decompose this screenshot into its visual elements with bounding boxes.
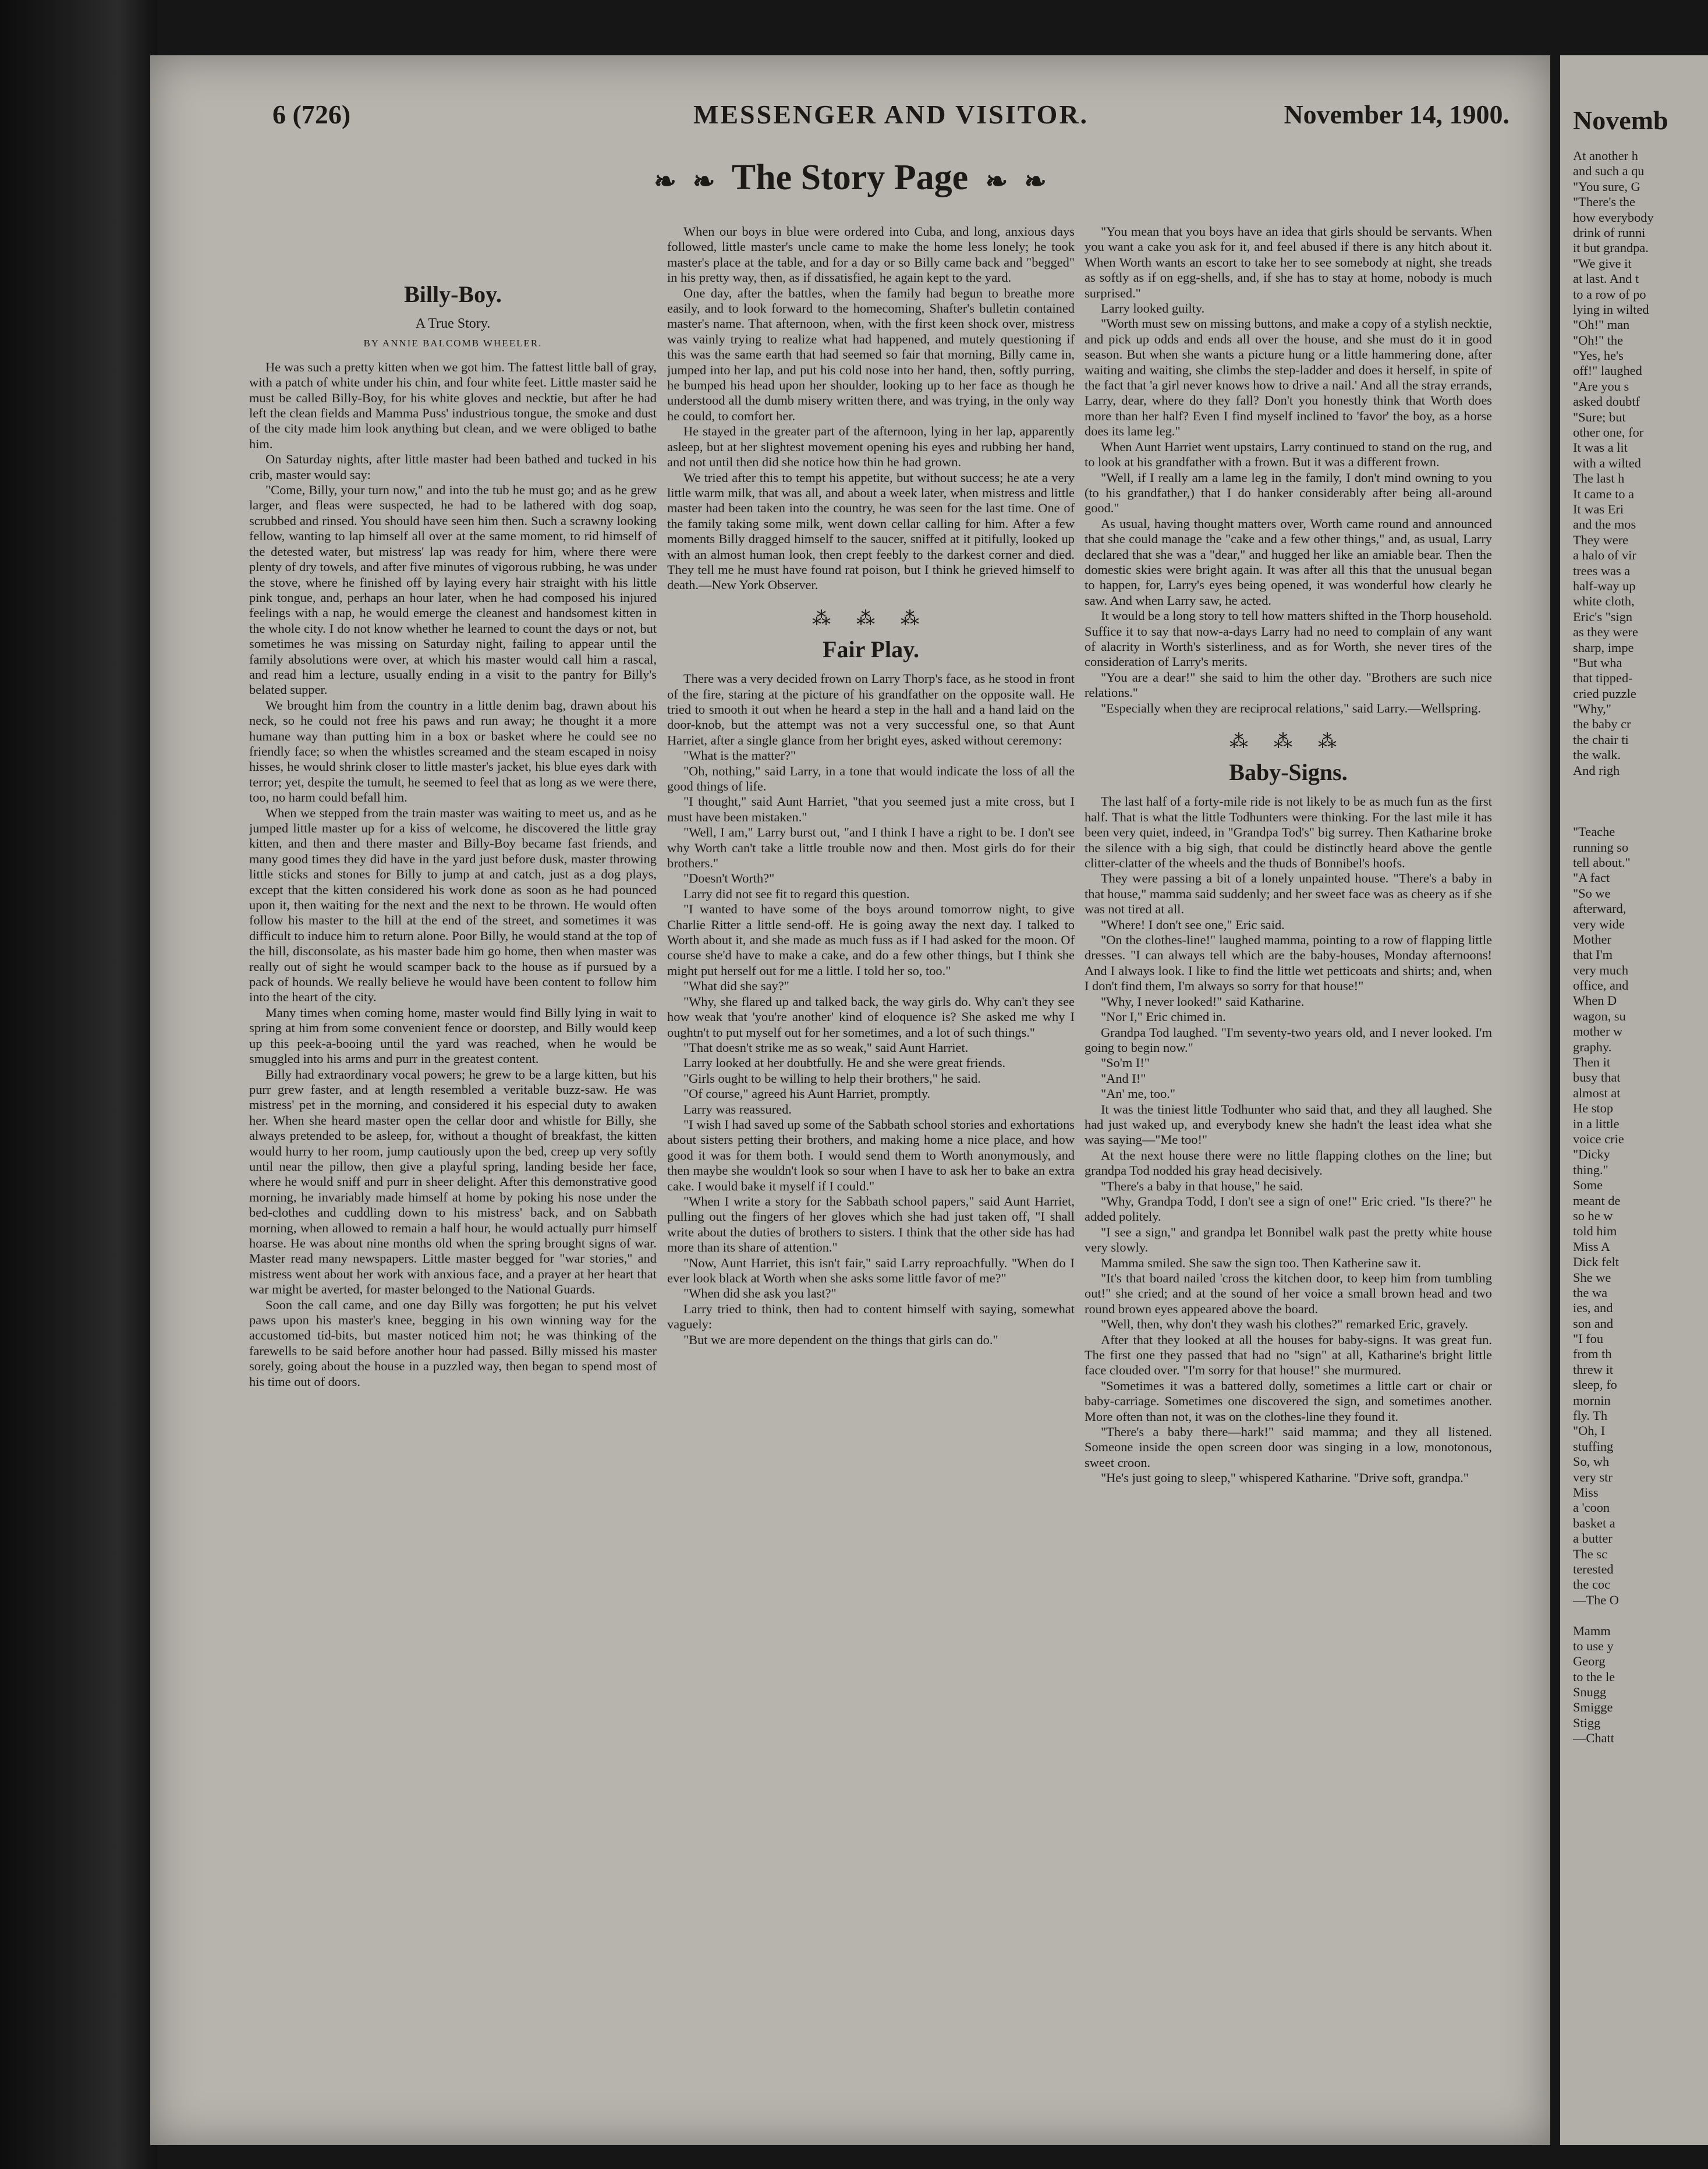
adjacent-page [1560,55,1708,2145]
text-line: Dick felt [1573,1254,1619,1270]
text-line: "Oh, I [1573,1423,1606,1438]
paragraph: "That doesn't strike me as so weak," said Aunt Harriet. [683,1040,969,1055]
paragraph: One day, after the battles, when the family had begun to breathe more easily, and to look forward to the homecoming, Shafter's bulletin contained master's name. That afternoon, when, with the first keen shock over, mistress was vainly trying to realize what had happened, and mutely questioning if this was the same earth that had seemed so fair that morning, Billy came in, jumped into her lap, and put his cold nose into her hand, then, softly purring, he bumped his head upon her shoulder, looking up to her face as though he understood all the dumb misery written there, and was trying, in the only way he could, to comfort her. [667,285,1075,423]
paragraph: It would be a long story to tell how matters shifted in the Thorp household. Suffice it to say that now-a-days Larry had no need to complain of any want of alacrity in Worth's sisterliness, and as for Worth, she never tires of the consideration of Larry's merits. [1085,608,1492,669]
text-line: meant de [1573,1193,1621,1208]
paragraph: "I wish I had saved up some of the Sabbath school stories and exhortations about sisters petting their brothers, and making home a nice place, and how good it was for them both. I would send them to Worth anonymously, and then maybe she wouldn't look so sour when I have to ask her to bake an extra cake. I would bake it myself if I could." [667,1117,1075,1193]
paragraph: "An' me, too." [1101,1086,1176,1101]
text-line: graphy. [1573,1039,1612,1054]
paragraph: "But we are more dependent on the things that girls can do." [683,1332,998,1347]
text-line: "Are you s [1573,378,1629,394]
text-line: terested [1573,1561,1614,1576]
paragraph: "Sometimes it was a battered dolly, sometimes a little cart or chair or baby-carriage. Sometimes one discovered the sign, and sometimes another. More often than not, it was on the clothes-line they found it. [1085,1378,1492,1424]
text-line: that tipped- [1573,671,1633,686]
paragraph: When Aunt Harriet went upstairs, Larry continued to stand on the rug, and to look at his grandfather with a frown. But it was a different frown. [1085,439,1492,470]
section-title-text: The Story Page [731,158,969,197]
text-line: basket a [1573,1515,1615,1530]
text-line: "There's the [1573,194,1636,210]
paragraph: "Why, I never looked!" said Katharine. [1101,994,1305,1009]
paragraph: "I thought," said Aunt Harriet, "that you seemed just a mite cross, but I must have been mistaken." [667,794,1075,824]
text-line: He stop [1573,1101,1614,1116]
text-line: white cloth, [1573,594,1635,609]
article-title-fair-play: Fair Play. [823,636,919,663]
text-line: asked doubtf [1573,394,1640,409]
paragraph: "Worth must sew on missing buttons, and make a copy of a stylish necktie, and pick up odds and ends all over the house, and she must do it in good season. But when she wants a picture hung or a little hammering done, after waiting and waiting, she climbs the step-ladder and does it herself, in spite of the fact that 'a girl never knows how to drive a nail.' And all the stray errands, Larry, dear, where do they fall? Don't you honestly think that Worth does more than her half? Even I find myself inclined to 'favor' the boy, as a horse does its lame leg." [1085,316,1492,439]
text-line: It was a lit [1573,440,1628,455]
text-line: "We give it [1573,256,1632,271]
text-line: the coc [1573,1577,1611,1592]
paragraph: "When did she ask you last?" [683,1286,837,1301]
text-line: "Oh!" the [1573,332,1624,348]
paragraph: "Where! I don't see one," Eric said. [1101,917,1285,932]
paragraph: Larry looked guilty. [1101,301,1205,316]
paragraph: When we stepped from the train master was waiting to meet us, and as he jumped little master up for a kiss of welcome, he discovered the little gray kitten, and then and there master and Billy-Boy became fast friends, and many good times they did have in the yard just before dusk, master throwing little sticks and stones for Billy to jump at and catch, just as a dog plays, except that the kitten considered his work done as soon as he had pounced upon it, then waiting for the next and the next to be thrown. He would often follow his master to the hill at the end of the street, and sometimes it was difficult to induce him to return alone. Poor Billy, he would stand at the top of the hill, disconsolate, as his master bade him go home, then when master was really out of sight he would scamper back to the house as if pursued by a pack of hounds. We really believe he would have been content to follow him into the heart of the city. [249,805,657,1005]
newspaper-page [150,55,1550,2145]
text-line: So, wh [1573,1454,1610,1469]
text-line: sleep, fo [1573,1377,1617,1392]
text-line [1573,778,1708,793]
paragraph: At the next house there were no little flapping clothes on the line; but grandpa Tod nodded his gray head decisively. [1085,1147,1492,1178]
text-line: that I'm [1573,947,1613,962]
text-line: ies, and [1573,1300,1613,1316]
leaf-ornament-icon: ❧ [1024,166,1047,196]
text-line: Miss A [1573,1239,1611,1254]
text-line: mother w [1573,1024,1623,1039]
page-number: 6 (726) [272,100,351,129]
text-line: running so [1573,839,1629,855]
leaf-ornament-icon: ❧ [985,166,1008,196]
paragraph: He stayed in the greater part of the afternoon, lying in her lap, apparently asleep, but at her slightest movement opening his eyes and rubbing her hand, and not until then did she notice how thin he had grown. [667,424,1075,470]
text-line: the chair ti [1573,732,1629,747]
text-line: very str [1573,1469,1613,1484]
text-line: Then it [1573,1055,1611,1070]
text-line: Georg [1573,1654,1606,1669]
issue-date: November 14, 1900. [1284,100,1509,129]
text-line: "Sure; but [1573,409,1626,424]
text-line: tell about." [1573,855,1631,870]
paragraph: "Of course," agreed his Aunt Harriet, promptly. [683,1086,931,1101]
text-line: "Oh!" man [1573,317,1630,332]
text-line [1573,793,1708,809]
text-line: "Dicky [1573,1147,1610,1162]
text-line: "I fou [1573,1331,1604,1346]
text-line: Mother [1573,931,1611,947]
paragraph: Grandpa Tod laughed. "I'm seventy-two years old, and I never looked. I'm going to begin now." [1085,1025,1492,1055]
text-line: very wide [1573,916,1625,931]
text-line: Stigg [1573,1715,1601,1730]
text-line: the walk. [1573,747,1621,763]
paragraph: "He's just going to sleep," whispered Katharine. "Drive soft, grandpa." [1101,1470,1469,1486]
text-line: The sc [1573,1546,1608,1561]
paragraph: They were passing a bit of a lonely unpainted house. "There's a baby in that house," mamma said suddenly; and her sweet face was as cheery as if she was not tired at all. [1085,871,1492,917]
text-line: other one, for [1573,425,1644,440]
paragraph: "Why, Grandpa Todd, I don't see a sign of one!" Eric cried. "Is there?" he added politely. [1085,1193,1492,1224]
paragraph: "Why, she flared up and talked back, the way girls do. Why can't they see how weak that 'you're another' kind of eloquence is? She asked me why I oughtn't to put myself out for her sometimes, and a lot of such things." [667,994,1075,1040]
text-line: office, and [1573,978,1629,993]
text-line: almost at [1573,1085,1621,1100]
text-line: the baby cr [1573,717,1631,732]
text-line: —Chatt [1573,1731,1614,1746]
text-line: the wa [1573,1285,1608,1300]
paragraph: "And I!" [1101,1071,1146,1086]
article-column-1 [249,275,657,2115]
text-line: with a wilted [1573,455,1641,470]
paragraph: "There's a baby in that house," he said. [1101,1178,1303,1193]
paragraph: "You mean that you boys have an idea that girls should be servants. When you want a cake you ask for it, and feel abused if there is any hitch about it. When Worth wants an escort to take her to see somebody at night, she treads as softly as if on egg-shells, and, if she has to stay at home, nobody is much surprised." [1085,224,1492,300]
text-line: off!" laughed [1573,363,1642,378]
article-column-2 [667,224,1075,2116]
text-line: thing." [1573,1162,1608,1177]
paragraph: "I see a sign," and grandpa let Bonnibel walk past the pretty white house very slowly. [1085,1224,1492,1255]
paragraph: "There's a baby there—hark!" said mamma; and they all listened. Someone inside the open screen door was singing in a low, monotonous, sweet croon. [1085,1424,1492,1470]
text-line: "But wha [1573,655,1622,670]
paragraph: Larry did not see fit to regard this question. [683,886,910,901]
article-body-billy-boy [249,360,657,1390]
text-line: Snugg [1573,1685,1607,1700]
article-title-billy-boy: Billy-Boy. [404,281,502,307]
text-line: —The O [1573,1592,1619,1607]
paragraph: "Come, Billy, your turn now," and into the tub he must go; and as he grew larger, and fleas were suspected, he had to be lathered with dog soap, scrubbed and rinsed. You should have seen him then. Such a scrawny looking fellow, wanting to lap himself all over at the same moment, to rid himself of the detested water, but mistress' lap was ready for him, where there were plenty of dry towels, and after five minutes of vigorous rubbing, he was under the stove, where he finished off by laying every hair straight with his little pink tongue, and, perhaps an hour later, when he had composed his injured feelings with a nap, he would emerge the cleanest and handsomest kitten in the whole city. I do not know whether he learned to count the days or not, but sometimes he was missing on Saturday night, failing to appear until the family absolutions were over, at which his master would call him a rascal, and read him a lecture, usually ending in a visit to the pantry for Billy's belated supper. [249,483,657,697]
paragraph: "Well, then, why don't they wash his clothes?" remarked Eric, gravely. [1101,1317,1468,1332]
text-line: in a little [1573,1116,1620,1131]
text-line: and the mos [1573,517,1636,532]
text-line: afterward, [1573,901,1627,916]
text-line: voice crie [1573,1132,1624,1146]
text-line: to the le [1573,1669,1615,1684]
page-header [272,99,1509,151]
text-line: it but grandpa. [1573,240,1649,256]
text-line: son and [1573,1316,1614,1331]
text-line: so he w [1573,1208,1613,1223]
paragraph: As usual, having thought matters over, Worth came round and announced that she could manage the "cake and a few other things," and, as usual, Larry declared that she was a "dear," and hugged her like an amiable bear. Then the domestic skies were bright again. It was after all this that the unusual began to happen, for, Larry's eyes being opened, it was wonderful how clearly he saw. And when Larry saw, he acted. [1085,516,1492,608]
article-column-3 [1085,224,1492,2116]
paragraph: "So'm I!" [1101,1055,1150,1071]
paragraph: Larry tried to think, then had to content himself with saying, somewhat vaguely: [667,1301,1075,1332]
text-line: and such a qu [1573,164,1645,179]
text-line: It came to a [1573,486,1635,501]
paragraph: "I wanted to have some of the boys around tomorrow night, to give Charlie Ritter a little send-off. He is going away the next day. I talked to Worth about it, and she made as much fuss as if I had asked for the moon. Of course she'd have to make a cake, and do a few other things, but I think she might put herself out for me a little. I told her so, too." [667,902,1075,978]
text-line [1573,1608,1708,1623]
paragraph: The last half of a forty-mile ride is not likely to be as much fun as the first half. That is what the little Todhunters were thinking. For the last mile it has been very quiet, indeed, in "Grandpa Tod's" big surrey. Then Katharine broke the silence with a big sigh, that could be distinctly heard above the gentle clitter-clatter of the wheels and the thuds of Bonnibel's hoofs. [1085,794,1492,871]
article-body-fair-play [667,671,1075,1348]
paragraph: There was a very decided frown on Larry Thorp's face, as he stood in front of the fire, staring at the picture of his grandfather on the opposite wall. He tried to smooth it out when he heard a step in the hall and a hand laid on the door-knob, but the attempt was not a very successful one, so that Aunt Harriet, after a single glance from her bright eyes, asked without ceremony: [667,671,1075,747]
article-body-fair-play-continued [1085,224,1492,716]
paragraph: Many times when coming home, master would find Billy lying in wait to spring at him from some convenient fence or doorstep, and Billy would keep up this peek-a-booing until the yard was reached, when he would be smuggled into his arms and purr in the greatest content. [249,1005,657,1066]
text-line: Some [1573,1178,1603,1193]
text-line: "Teache [1573,824,1615,839]
paragraph: He was such a pretty kitten when we got him. The fattest little ball of gray, with a patch of white under his chin, and four white feet. Little master said he must be called Billy-Boy, for his white gloves and necktie, but after he had left the clean fields and Mamma Puss' industrious tongue, the smoke and dust of the city made him look anything but clean, and we were obliged to bathe him. [249,359,657,451]
section-divider: ⁂ ⁂ ⁂ [812,607,930,629]
text-line: Eric's "sign [1573,609,1633,624]
text-line: lying in wilted [1573,302,1649,317]
text-line: a 'coon [1573,1500,1610,1515]
paragraph: "Nor I," Eric chimed in. [1101,1009,1226,1025]
text-line: "So we [1573,885,1611,901]
text-line: busy that [1573,1070,1621,1085]
text-line: wagon, su [1573,1008,1626,1023]
text-line: When D [1573,993,1617,1008]
text-line: Mamm [1573,1623,1611,1638]
book-binding [0,0,157,2169]
text-line: threw it [1573,1362,1614,1377]
text-line: At another h [1573,148,1638,163]
text-line: as they were [1573,625,1638,640]
text-line [1573,809,1708,824]
text-line: a halo of vir [1573,548,1636,563]
paragraph: "What did she say?" [683,979,789,994]
text-line: It was Eri [1573,501,1624,516]
text-line: how everybody [1573,210,1654,225]
paragraph: "When I write a story for the Sabbath school papers," said Aunt Harriet, pulling out the fingers of her gloves which she had just taken off, "I shall write about the duties of brothers to sisters. I think that the other side has had more than its share of attention." [667,1193,1075,1255]
paragraph: "You are a dear!" she said to him the other day. "Brothers are such nice relations." [1085,669,1492,700]
article-subtitle: A True Story. [415,316,491,331]
paragraph: When our boys in blue were ordered into Cuba, and long, anxious days followed, little master's uncle came to make the home less lonely; he took master's place at the table, and for a day or so Billy came back and "begged" in his pretty way, then, as if dissatisfied, he again kept to the yard. [667,224,1075,285]
article-body-baby-signs [1085,794,1492,1486]
text-line: stuffing [1573,1438,1614,1454]
section-title [150,157,1550,199]
leaf-ornament-icon: ❧ [654,166,676,196]
text-line: from th [1573,1346,1612,1362]
paragraph: Larry was reassured. [683,1101,792,1117]
text-line: And righ [1573,763,1620,778]
text-line: told him [1573,1224,1617,1239]
text-line: They were [1573,532,1629,547]
paragraph: "What is the matter?" [683,748,796,763]
section-divider: ⁂ ⁂ ⁂ [1229,731,1347,752]
article-byline: BY ANNIE BALCOMB WHEELER. [363,338,543,349]
paragraph: "Well, I am," Larry burst out, "and I think I have a right to be. I don't see why Worth can't take a little trouble now and then. Most girls do for their brothers." [667,825,1075,871]
text-line: to use y [1573,1638,1614,1653]
leaf-ornament-icon: ❧ [692,166,715,196]
text-line: to a row of po [1573,286,1646,302]
text-line: cried puzzle [1573,686,1636,701]
text-line: a butter [1573,1531,1613,1546]
adjacent-page-text [1573,148,1708,1746]
text-line: She we [1573,1270,1611,1285]
text-line: Miss [1573,1484,1599,1500]
paragraph: It was the tiniest little Todhunter who said that, and they all laughed. She had just waked up, and everybody knew she hadn't the least idea what she was saying—"Me too!" [1085,1101,1492,1147]
text-line: drink of runni [1573,225,1646,240]
text-line: trees was a [1573,563,1631,578]
paragraph: Soon the call came, and one day Billy was forgotten; he put his velvet paws upon his master's knee, begging in his own winning way for the accustomed tid-bits, but master noticed him not; he was thinking of the farewells to be said before another hour had passed. Billy missed his master sorely, going about the house in a puzzled way, then began to spend most of his time out of doors. [249,1297,657,1389]
text-line: "Yes, he's [1573,348,1624,363]
paragraph: On Saturday nights, after little master had been bathed and tucked in his crib, master would say: [249,452,657,482]
paragraph: We brought him from the country in a little denim bag, drawn about his neck, so he could not free his paws and run away; he thought it a more humane way than putting him in a box or basket where he could see no friendly face; so when the whistles screamed and the steam escaped in noisy hisses, he would shrink closer to little master's jacket, his blue eyes dark with terror; yet, despite the tumult, he seemed to feel that as long as we were there, too, no harm could befall him. [249,697,657,805]
text-line: "You sure, G [1573,179,1640,194]
paragraph: "On the clothes-line!" laughed mamma, pointing to a row of flapping little dresses. "I can always tell which are the baby-houses, Monday afternoons! And I always look. I like to find the little wet petticoats and shirts; and, when I don't find them, I'm always so sorry for that house!" [1085,933,1492,994]
paragraph: "Especially when they are reciprocal relations," said Larry.—Wellspring. [1101,700,1481,715]
text-line: fly. Th [1573,1408,1608,1423]
paragraph: "It's that board nailed 'cross the kitchen door, to keep him from tumbling out!" she cried; and at the sound of her voice a small brown head and two round brown eyes appeared above the board. [1085,1271,1492,1316]
text-line: "A fact [1573,870,1610,885]
paragraph: "Oh, nothing," said Larry, in a tone that would indicate the loss of all the good things of life. [667,763,1075,793]
text-line: sharp, impe [1573,640,1634,655]
paragraph: "Doesn't Worth?" [683,871,775,886]
article-body-billy-boy-continued [667,224,1075,593]
paragraph: Billy had extraordinary vocal powers; he grew to be a large kitten, but his purr grew faster, and at length resembled a veritable buzz-saw. He was mistress' pet in the morning, and considered it his especial duty to awaken her. When she heard master open the cellar door and whistle for Billy, she always pretended to be asleep, for, without a thought of breakfast, the kitten would hurry to her room, jump cautiously upon the bed, creep up very softly until near the pillow, then give a playful spring, landing beside her face, where he would sniff and purr in sheer delight. After this demonstrative good morning, he invariably made himself at home by poking his nose under the bed-clothes and cuddling down to his mistress' back, and on Sabbath morning, when allowed to remain a half hour, he would actually purr himself hoarse. He was about nine months old when the spring brought signs of war. Master read many newspapers. Little master begged for "war stories," and mistress went about her work with anxious face, and a prayer at her heart that war might be averted, for master belonged to the National Guards. [249,1066,657,1297]
text-line: "Why," [1573,701,1611,717]
paragraph: "Well, if I really am a lame leg in the family, I don't mind owning to you (to his grandfather,) that I do hanker considerably after being all-around good." [1085,470,1492,516]
paragraph: We tried after this to tempt his appetite, but without success; he ate a very little warm milk, that was all, and about a week later, when mistress and little master had been taken into the country, he was seen for the last time. One of the family taking some milk, went down cellar calling for him. After a few moments Billy dragged himself to the saucer, sniffed at it pitifully, looked up with an almost human look, then crept feebly to the darkest corner and died. They tell me he must have found rat poison, but I think he grieved himself to death.—New York Observer. [667,470,1075,593]
paragraph: "Girls ought to be willing to help their brothers," he said. [683,1071,981,1086]
paragraph: After that they looked at all the houses for baby-signs. It was great fun. The first one they passed that had no "sign" at all, Katharine's bright little face clouded over. "I'm sorry for that house!" she murmured. [1085,1332,1492,1378]
text-line: mornin [1573,1392,1611,1408]
paragraph: "Now, Aunt Harriet, this isn't fair," said Larry reproachfully. "When do I ever look black at Worth when she asks some little favor of me?" [667,1255,1075,1285]
text-line: half-way up [1573,578,1636,593]
adjacent-page-header: Novemb [1573,105,1668,135]
text-line: Smigge [1573,1700,1613,1715]
text-line: very much [1573,962,1629,977]
masthead: MESSENGER AND VISITOR. [693,100,1089,129]
paragraph: Mamma smiled. She saw the sign too. Then Katherine saw it. [1101,1255,1421,1270]
article-title-baby-signs: Baby-Signs. [1229,759,1348,786]
text-line: at last. And t [1573,271,1639,286]
text-line: The last h [1573,471,1625,486]
paragraph: Larry looked at her doubtfully. He and she were great friends. [683,1055,1006,1071]
